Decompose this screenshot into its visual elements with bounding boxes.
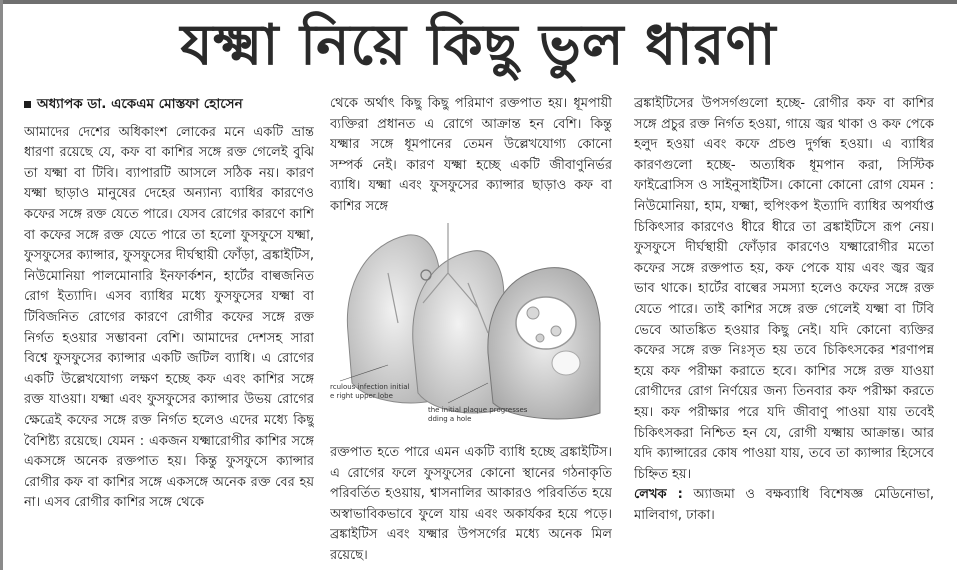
bullet-icon — [24, 101, 31, 108]
byline — [24, 94, 314, 115]
headline: যক্ষ্মা নিয়ে কিছু ভুল ধারণা — [180, 13, 777, 78]
figure-caption-3: the initial plaque progresses — [428, 406, 528, 414]
column-2-bottom — [330, 430, 612, 565]
column-2-top — [330, 94, 612, 214]
author-line — [634, 485, 934, 526]
column-2-bottom-text: রক্তপাত হতে পারে এমন একটি ব্যাধি হচ্ছে ব্রঙ্কাইটিস। এ রোগের ফলে ফুসফুসের কোনো স্থানের গঠনাকৃতি পরিবর্তিত হওয়ায়, শ্বাসনালির আকারও পরিবর্তিত হয়ে অস্বাভাবিকভাবে ফুলে যায় এবং অকার্যকর হয়ে পড়ে। ব্রঙ্কাইটিস এবং যক্ষ্মার উপসর্গের মধ্যে অনেক মিল রয়েছে। — [330, 445, 612, 563]
lung-nodule-3 — [536, 334, 544, 342]
lung-cavity-2 — [552, 351, 580, 375]
left-rule — [0, 0, 3, 570]
figure-caption-1: rculous infection initial — [330, 383, 410, 391]
top-rule — [0, 0, 957, 4]
lung-illustration-svg — [328, 213, 620, 428]
byline-text: অধ্যাপক ডা. একেএম মোস্তফা হোসেন — [37, 96, 243, 112]
column-1-text: আমাদের দেশের অধিকাংশ লোকের মনে একটি ভ্রান্ত ধারণা রয়েছে যে, কফ বা কাশির সঙ্গে রক্ত গেলেই বুঝি তা যক্ষ্মা বা টিবি। ব্যাপারটি আসলে সঠিক নয়। কারণ যক্ষ্মা ছাড়াও মানুষের দেহের অন্যান্য ব্যাধির কারণেও কফের সঙ্গে রক্ত যেতে পারে। যেসব রোগের কারণে কাশি বা কফের সঙ্গে রক্ত যেতে পারে তা হলো ফুসফুসে যক্ষ্মা, ফুসফুসের ক্যান্সার, ফুসফুসের দীর্ঘস্থায়ী ফোঁড়া, ব্রঙ্কাইটিস, নিউমোনিয়া পালমোনারি ইনফার্কশন, হার্টের বাল্বজনিত রোগ ইত্যাদি। এসব ব্যাধির মধ্যে ফুসফুসের যক্ষ্মা বা টিবিজনিত রোগের কারণে রোগীর কফের সঙ্গে রক্ত নির্গত হওয়ার সম্ভাবনা বেশি। আমাদের দেশসহ সারা বিশ্বে ফুসফুসের ক্যান্সার একটি জটিল ব্যাধি। এ রোগের একটি উল্লেখযোগ্য লক্ষণ হচ্ছে কফ এবং কাশির সঙ্গে রক্ত যাওয়া। যক্ষ্মা এবং ফুসফুসের ক্যান্সার উভয় রোগের ক্ষেত্রেই কফের সঙ্গে রক্ত নির্গত হলেও এদের মধ্যে কিছু বৈশিষ্ট্য রয়েছে। যেমন : একজন যক্ষ্মারোগীর কাশির সঙ্গে একসঙ্গে অনেক রক্তপাত হয়। কিন্তু ফুসফুসে ক্যান্সার রোগীর কফ বা কাশির সঙ্গে একসঙ্গে অনেক রক্ত বের হয় না। এসব রোগীর কাশির সঙ্গে থেকে — [24, 124, 314, 511]
lung-cavity-1 — [516, 297, 576, 349]
lung-nodule-2 — [551, 326, 561, 336]
column-3 — [634, 94, 934, 564]
author-label: লেখক : — [634, 487, 683, 503]
column-2-top-text: থেকে অর্থাৎ কিছু কিছু পরিমাণ রক্তপাত হয়। ধূমপায়ী ব্যক্তিরা প্রধানত এ রোগে আক্রান্ত হন বেশি। কিন্তু যক্ষ্মার সঙ্গে ধূমপানের তেমন উল্লেখযোগ্য কোনো সম্পর্ক নেই। কারণ যক্ষ্মা হচ্ছে একটি জীবাণুনির্ভর ব্যাধি। যক্ষ্মা এবং ফুসফুসের ক্যান্সার ছাড়াও কফ বা কাশির সঙ্গে — [330, 96, 612, 214]
column-1 — [24, 94, 314, 564]
lung-illustration — [328, 213, 620, 428]
lung-nodule-1 — [527, 307, 539, 319]
column-3-text: ব্রঙ্কাইটিসের উপসর্গগুলো হচ্ছে- রোগীর কফ বা কাশির সঙ্গে প্রচুর রক্ত নির্গত হওয়া, গায়ে জ্বর থাকা ও কফ পেকে হলুদ হওয়া এবং কফে প্রচণ্ড দুর্গন্ধ হওয়া। এ ব্যাধির কারণগুলো হচ্ছে- অত্যধিক ধূমপান করা, সিস্টিক ফাইব্রোসিস ও সাইনুসাইটিস। কোনো কোনো রোগ যেমন : নিউমোনিয়া, হাম, যক্ষ্মা, হুপিংকপ ইত্যাদি ব্যাধির অপর্যাপ্ত চিকিৎসার কারণেও ধীরে ধীরে তা ব্রঙ্কাইটিসে রূপ নেয়। ফুসফুসে দীর্ঘস্থায়ী ফোঁড়ার কারণেও যক্ষ্মারোগীর মতো কফের সঙ্গে রক্তপাত হয়, কফ পেকে যায় এবং জ্বর জ্বর ভাব থাকে। হার্টের বাল্বের সমস্যা হলেও কফের সঙ্গে রক্ত যেতে পারে। তাই কাশির সঙ্গে রক্ত গেলেই যক্ষ্মা বা টিবি ভেবে আতঙ্কিত হওয়ার কিছু নেই। যদি কোনো ব্যক্তির কফের সঙ্গে রক্ত নিঃসৃত হয় তবে চিকিৎসকের শরণাপন্ন হয়ে কফ পরীক্ষা করাতে হবে। কাশির সঙ্গে রক্ত যাওয়া রোগীদের রোগ নির্ণয়ের জন্য তিনবার কফ পরীক্ষা করতে হয়। কফ পরীক্ষার পরে যদি জীবাণু পাওয়া যায় তবেই চিকিৎসকরা নিশ্চিত হন যে, রোগী যক্ষ্মায় আক্রান্ত। আর যদি ক্যান্সারের কোষ পাওয়া যায়, তবে তা ক্যান্সার হিসেবে চিহ্নিত হয়। — [634, 96, 934, 482]
figure-caption-4: dding a hole — [428, 415, 472, 423]
figure-caption-2: e right upper lobe — [330, 392, 393, 400]
author-text: অ্যাজমা ও বক্ষব্যাধি বিশেষজ্ঞ মেডিনোভা, মালিবাগ, ঢাকা। — [634, 487, 934, 523]
